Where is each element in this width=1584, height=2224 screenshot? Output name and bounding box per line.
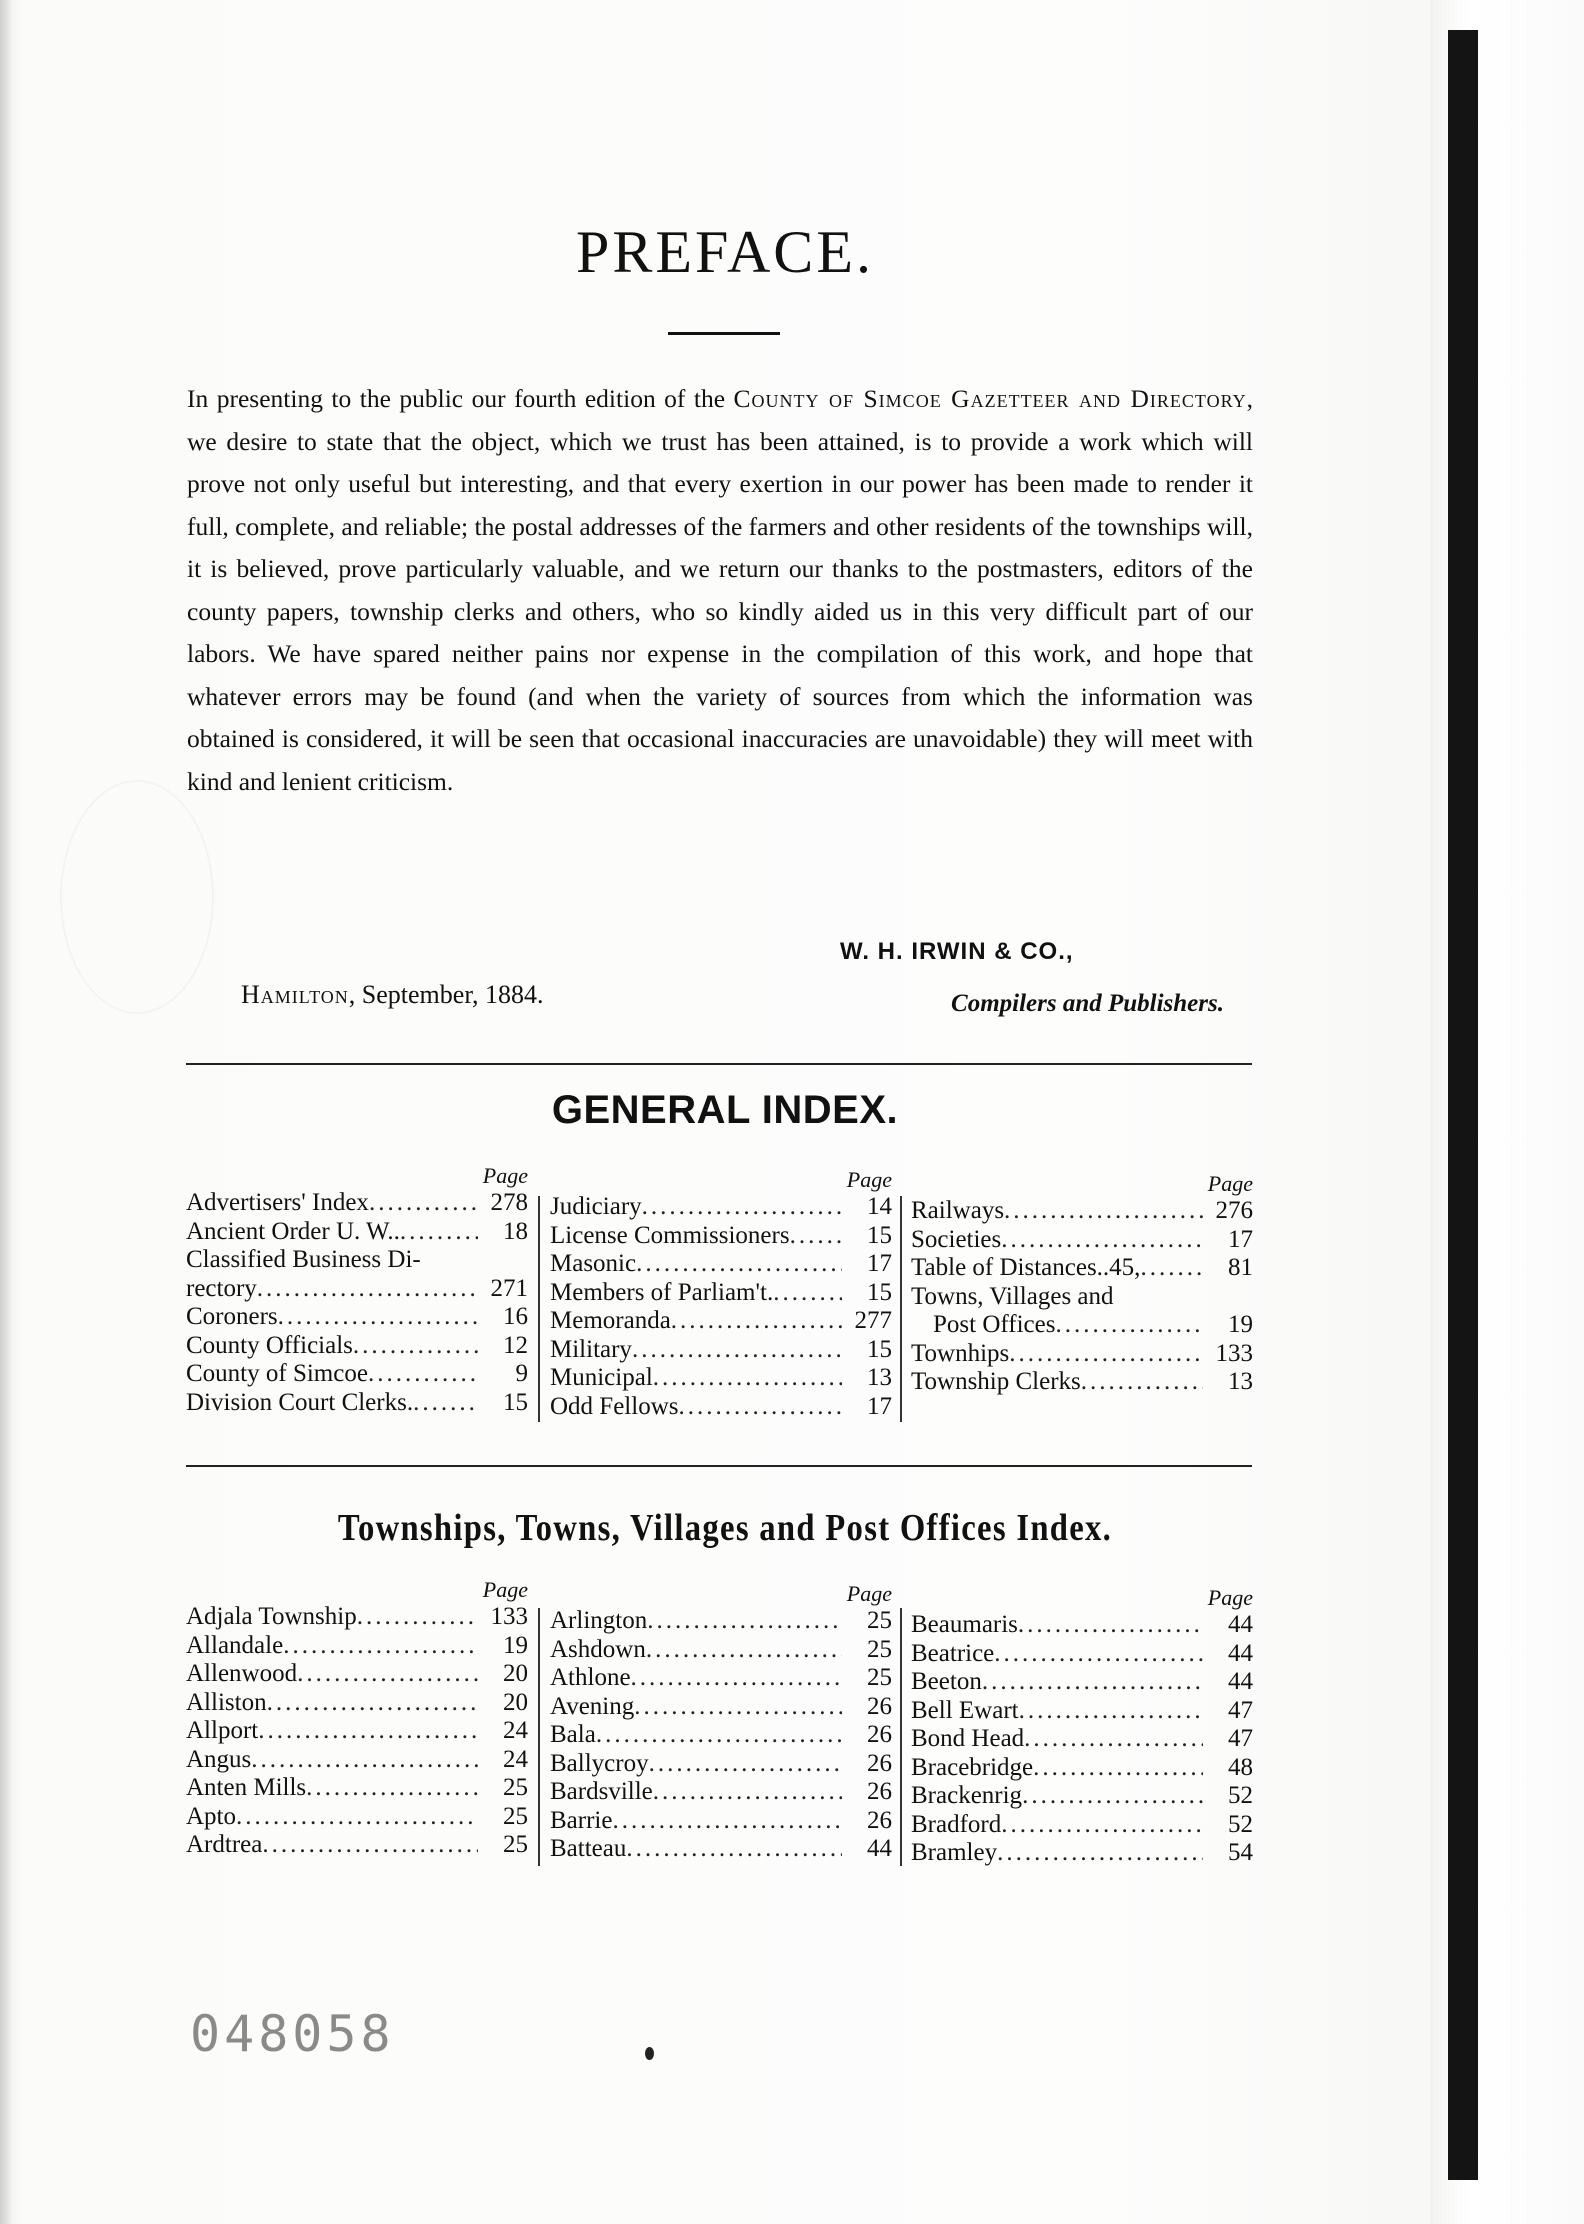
index-entry [186,1746,528,1775]
index-entry-name: Avening [550,1692,635,1720]
index-entry-name: Angus [186,1745,252,1773]
preface-body: , we desire to state that the object, which we trust has been attained, is to provide a work which will prove not only useful but interesting, and that every exertion in our power has been made to render it full, complete, and reliable; the postal addresses of the farmers and other residents of the townships will, it is believed, prove particularly valuable, and we return our thanks to the postmasters, editors of the county papers, township clerks and others, who so kindly aided us in this very difficult part of our labors. We have spared neither pains nor expense in the compilation of this work, and hope that whatever errors may be found (and when the variety of sources from which the information was obtained is considered, it will be seen that occasional inaccuracies are unavoidable) they will meet with kind and lenient criticism. [187,384,1253,796]
index-entry-page: 15 [503,1388,528,1416]
index-entry-name: Bala [550,1721,596,1748]
index-entry-name: Advertisers' Index [186,1189,369,1216]
index-entry [550,1279,892,1308]
general-index-title: GENERAL INDEX. [551,1088,899,1132]
accession-stamp: 048058 [190,2005,395,2063]
index-entry-page: 44 [1228,1639,1253,1667]
index-entry-page: 44 [867,1835,892,1862]
index-entry-page: 26 [867,1749,892,1777]
index-entry [186,1275,528,1304]
index-entry-name: Alliston [186,1688,267,1716]
index-entry-page: 17 [867,1392,892,1420]
index-entry-name: Memoranda [550,1307,671,1334]
dot-leader [1001,1811,1203,1840]
index-entry-page: 26 [867,1778,892,1805]
column-divider [538,1196,540,1422]
index-entry-page: 26 [867,1692,892,1720]
dot-leader [1055,1311,1203,1340]
index-entry-page: 16 [503,1303,528,1330]
page-column-label: Page [846,1581,892,1606]
index-entry-page: 133 [490,1603,528,1630]
dot-leader [278,1303,478,1332]
index-entry [911,1782,1253,1811]
index-entry-name: Barrie [550,1806,613,1834]
title-rule [668,332,780,335]
index-entry [550,1835,892,1864]
index-entry-name: Beatrice [911,1639,995,1667]
townships-index-column-3 [911,1585,1253,1868]
index-entry-name: Bell Ewart [911,1696,1019,1724]
general-index-column-3 [911,1171,1253,1397]
index-entry [550,1250,892,1279]
index-entry [911,1226,1253,1255]
index-entry [550,1193,892,1222]
index-entry-page: 278 [490,1189,528,1216]
index-entry-name: County of Simcoe [186,1360,368,1387]
dot-leader [653,1778,842,1807]
page-column-label: Page [846,1167,892,1192]
dot-leader [653,1364,842,1393]
index-entry-name: Table of Distances..45, [911,1254,1141,1281]
index-entry-name: Adjala Township [186,1603,357,1630]
dot-leader [400,1218,478,1247]
index-entry-name: Batteau [550,1835,627,1862]
townships-index-title [256,1506,1193,1550]
index-entry-name: Railways [911,1197,1005,1224]
index-entry [550,1807,892,1836]
dot-leader [1024,1725,1203,1754]
index-entry-name: Beaumaris [911,1611,1018,1638]
index-entry [186,1246,528,1275]
dot-leader [353,1332,478,1361]
dot-leader [647,1607,842,1636]
dot-leader [306,1774,478,1803]
dot-leader [1140,1254,1203,1283]
index-entry-name: Bramley [911,1839,998,1866]
dot-leader [236,1803,478,1832]
index-entry [550,1607,892,1636]
page-column-label: Page [1207,1171,1253,1196]
townships-index-column-1 [186,1577,528,1860]
index-entry-name: Ballycroy [550,1749,649,1777]
index-entry-page: 81 [1228,1254,1253,1281]
dot-leader [267,1689,478,1718]
dot-leader [251,1746,478,1775]
index-entry [911,1311,1253,1340]
dot-leader [1009,1340,1203,1369]
dot-leader [773,1279,842,1308]
index-entry-page: 19 [1228,1311,1253,1338]
index-entry [186,1660,528,1689]
index-entry [911,1668,1253,1697]
index-entry [911,1283,1253,1312]
dot-leader [1081,1368,1203,1397]
general-index-column-1 [186,1163,528,1417]
index-entry-name: Ashdown [550,1635,646,1663]
dot-leader [612,1807,842,1836]
index-entry-page: 13 [867,1364,892,1391]
index-entry-page: 12 [503,1331,528,1359]
dot-leader [636,1250,842,1279]
index-entry-page: 44 [1228,1668,1253,1695]
dot-leader [596,1721,842,1750]
index-entry [911,1754,1253,1783]
index-entry-name: Arlington [550,1607,648,1634]
index-entry [186,1603,528,1632]
index-entry-page: 15 [867,1278,892,1306]
index-entry-page: 9 [515,1360,528,1387]
index-entry [911,1340,1253,1369]
index-entry-name: Members of Parliam't. [550,1278,774,1306]
dot-leader [634,1693,842,1722]
index-entry-page: 13 [1228,1368,1253,1395]
index-entry-name: Ancient Order U. W.. [186,1217,400,1245]
index-entry [186,1803,528,1832]
index-entry-name: Post Offices [933,1311,1056,1338]
index-entry-page: 47 [1228,1725,1253,1752]
index-entry-page: 20 [503,1688,528,1716]
index-entry [911,1839,1253,1868]
column-divider [538,1608,540,1866]
index-entry-page: 19 [503,1631,528,1659]
dot-leader [1022,1782,1203,1811]
index-entry-page: 17 [867,1250,892,1277]
dot-leader [994,1640,1203,1669]
index-entry-page: 133 [1215,1339,1253,1367]
preface-paragraph [187,378,1253,803]
dot-leader [646,1636,842,1665]
page-column-label: Page [482,1163,528,1188]
index-entry [550,1336,892,1365]
index-entry [550,1778,892,1807]
index-entry-page: 47 [1228,1696,1253,1724]
index-entry-page: 24 [503,1745,528,1773]
townships-index-title-text: Townships, Towns, Villages and Post Offices Index. [337,1507,1113,1549]
index-entry-page: 25 [503,1831,528,1858]
index-entry-page: 52 [1228,1810,1253,1838]
dot-leader [283,1632,478,1661]
index-entry-page: 25 [503,1802,528,1830]
index-entry [550,1664,892,1693]
index-entry-name: Allport [186,1717,259,1744]
dot-leader [369,1189,478,1218]
index-entry [911,1254,1253,1283]
dot-leader [642,1193,842,1222]
section-divider-1 [186,1063,1252,1065]
index-entry [550,1222,892,1251]
index-entry-name: Athlone [550,1664,631,1691]
index-entry-page: 25 [867,1635,892,1663]
date-text: , September, 1884. [348,980,544,1009]
index-entry-name: Division Court Clerks. [186,1388,414,1416]
index-entry-name: Coroners [186,1303,278,1330]
ink-speck [645,2047,654,2060]
index-entry-page: 277 [854,1307,892,1334]
index-entry [186,1831,528,1860]
dot-leader [632,1336,842,1365]
index-entry-name: License Commissioners [550,1221,790,1249]
index-entry-name: Allenwood [186,1660,298,1687]
index-entry [550,1393,892,1422]
dot-leader [790,1222,842,1251]
index-entry-name: Societies [911,1225,1002,1253]
preface-intro: In presenting to the public our fourth edition of the [187,384,734,413]
index-entry [550,1693,892,1722]
dot-leader [982,1668,1203,1697]
index-entry [186,1189,528,1218]
index-entry-name: Bracebridge [911,1753,1034,1781]
index-entry-page: 25 [503,1774,528,1801]
place-date [241,980,543,1010]
index-entry-name: Bradford [911,1810,1002,1838]
preface-publication-name: County of Simcoe Gazetteer and Directory [733,384,1247,413]
index-entry-page: 271 [490,1274,528,1302]
column-divider [900,1196,902,1422]
index-entry-name: Bardsville [550,1778,653,1805]
index-entry [186,1632,528,1661]
index-entry-name: Brackenrig [911,1782,1023,1809]
index-entry-name: Masonic [550,1250,637,1277]
publishers-line: Compilers and Publishers. [951,990,1224,1017]
index-entry-name: rectory [186,1274,257,1302]
dot-leader [257,1275,478,1304]
index-entry-name: Allandale [186,1631,284,1659]
index-entry-page: 44 [1228,1611,1253,1638]
column-divider [900,1608,902,1866]
index-entry-name: Apto [186,1802,236,1830]
index-entry-page: 25 [867,1664,892,1691]
dot-leader [671,1307,842,1336]
page-column-label: Page [1207,1585,1253,1610]
index-entry-page: 52 [1228,1782,1253,1809]
index-entry [186,1689,528,1718]
dot-leader [678,1393,842,1422]
index-entry-name: Beeton [911,1668,982,1695]
index-entry-page: 25 [867,1607,892,1634]
index-entry-name: Bond Head [911,1725,1025,1752]
dot-leader [357,1603,478,1632]
index-entry-page: 24 [503,1717,528,1744]
signature: W. H. IRWIN & CO., [840,938,1074,965]
index-entry-name: Anten Mills [186,1774,307,1801]
page-column-label: Page [482,1577,528,1602]
index-entry-page: 15 [867,1335,892,1363]
index-entry-page: 20 [503,1660,528,1687]
dot-leader [1018,1611,1203,1640]
dot-leader [997,1839,1203,1868]
index-entry-page: 26 [867,1721,892,1748]
index-entry [550,1307,892,1336]
index-entry [186,1774,528,1803]
index-entry [911,1697,1253,1726]
index-entry-page: 26 [867,1806,892,1834]
dot-leader [631,1664,842,1693]
index-entry [911,1611,1253,1640]
index-entry [186,1360,528,1389]
index-entry-name: Odd Fellows [550,1392,679,1420]
index-entry [186,1303,528,1332]
index-entry-name: County Officials [186,1331,353,1359]
townships-index-column-2 [550,1581,892,1864]
index-entry-page: 276 [1215,1197,1253,1224]
index-entry [550,1750,892,1779]
index-entry [911,1640,1253,1669]
dot-leader [1004,1197,1203,1226]
general-index-column-2 [550,1167,892,1421]
index-entry [911,1811,1253,1840]
section-divider-2 [186,1465,1252,1467]
dot-leader [1033,1754,1203,1783]
index-entry-name: Municipal [550,1364,653,1391]
index-entry [911,1197,1253,1226]
index-entry [186,1389,528,1418]
index-entry [550,1636,892,1665]
index-entry-name: Townhips [911,1339,1010,1367]
dot-leader [297,1660,478,1689]
dot-leader [413,1389,478,1418]
index-entry-name: Ardtrea [186,1831,263,1858]
index-entry [911,1368,1253,1397]
dot-leader [368,1360,478,1389]
index-entry-page: 15 [867,1221,892,1249]
place-name: Hamilton [241,980,349,1009]
index-entry-page: 48 [1228,1753,1253,1781]
index-entry [550,1721,892,1750]
index-entry [550,1364,892,1393]
index-entry-page: 17 [1228,1225,1253,1253]
index-entry-page: 18 [503,1217,528,1245]
dot-leader [1001,1226,1203,1255]
index-entry [186,1717,528,1746]
index-entry-name: Township Clerks [911,1368,1081,1395]
dot-leader [626,1835,842,1864]
index-entry-name: Judiciary [550,1193,642,1220]
dot-leader [649,1750,842,1779]
index-entry-name: Classified Business Di- [186,1246,421,1273]
index-entry-page: 14 [867,1193,892,1220]
index-entry-name: Military [550,1335,632,1363]
index-entry [186,1332,528,1361]
index-entry [186,1218,528,1247]
index-entry [911,1725,1253,1754]
dot-leader [262,1831,478,1860]
index-entry-name: Towns, Villages and [911,1282,1114,1310]
dot-leader [1019,1697,1203,1726]
index-entry-page: 54 [1228,1839,1253,1866]
preface-title: PREFACE. [576,219,874,285]
dot-leader [258,1717,478,1746]
